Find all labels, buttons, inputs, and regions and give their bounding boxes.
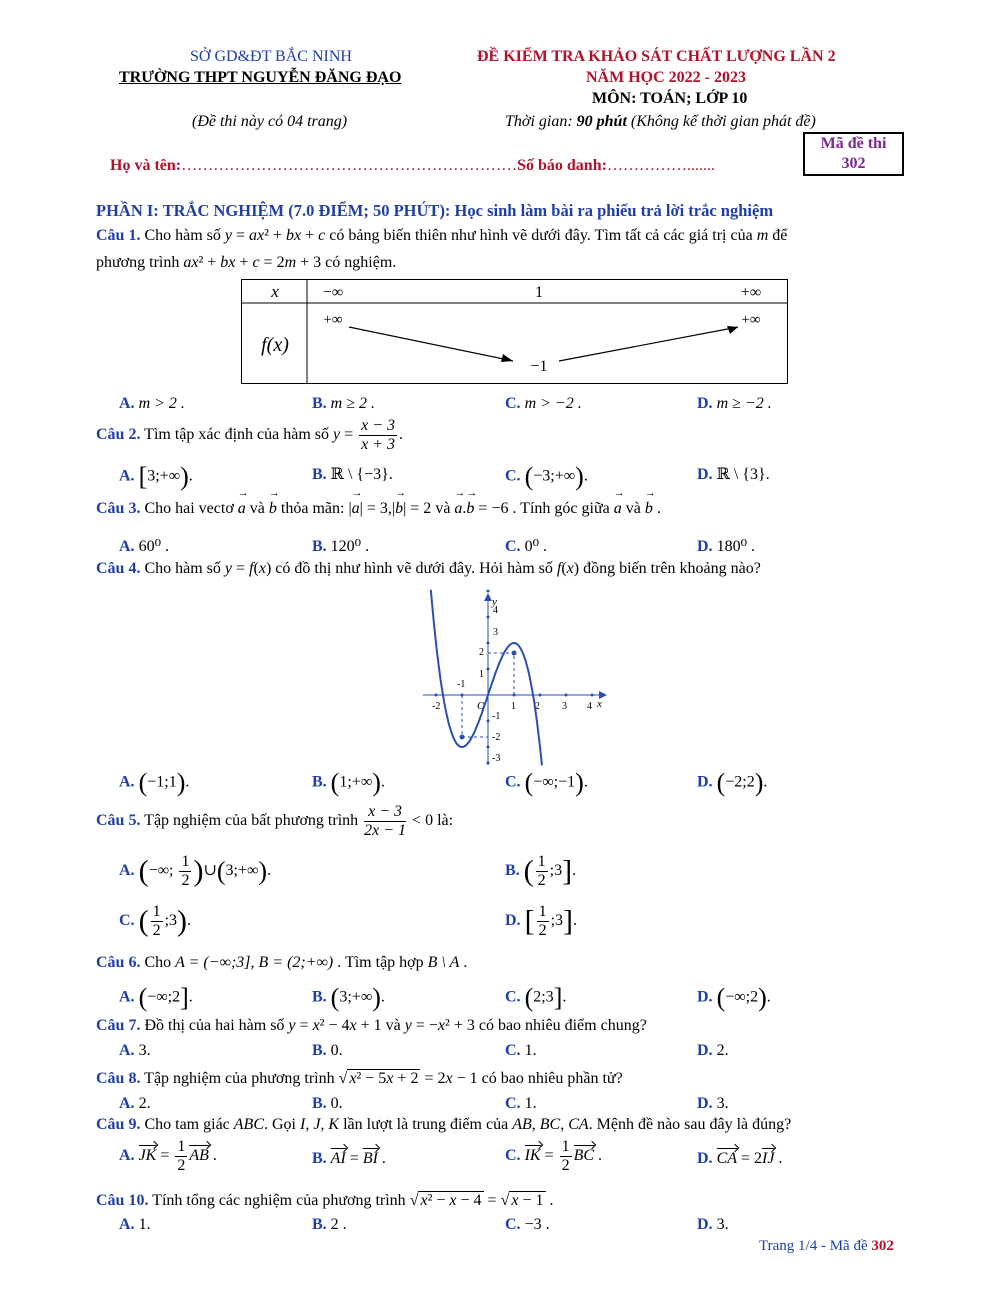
q4-option-c[interactable]: C. (−∞;−1). <box>505 768 588 797</box>
q6-option-c[interactable]: C. (2;3]. <box>505 983 567 1012</box>
q8-option-a[interactable]: A. 2. <box>119 1095 151 1112</box>
cubic-curve <box>431 590 542 766</box>
increasing-arrow <box>559 327 738 361</box>
origin-label: O <box>477 700 485 712</box>
q10-option-b[interactable]: B. 2 . <box>312 1216 347 1233</box>
student-info-line <box>110 157 715 175</box>
id-field[interactable]: ……………....... <box>606 157 715 174</box>
y-tick-neg3: -3 <box>492 753 501 764</box>
question-4-label: Câu 4. <box>96 560 141 577</box>
question-5-label: Câu 5. <box>96 812 141 830</box>
exam-title: ĐỀ KIỂM TRA KHẢO SÁT CHẤT LƯỢNG LẦN 2 <box>477 48 836 65</box>
question-1-line1: Câu 1. Cho hàm số y = ax² + bx + c có bảng biến thiên như hình vẽ dưới đây. Tìm tất cả các giá trị của m để <box>96 227 788 244</box>
table-neg-inf: −∞ <box>322 284 344 301</box>
q8-option-b[interactable]: B. 0. <box>312 1095 343 1112</box>
school-year: NĂM HỌC 2022 - 2023 <box>586 69 746 86</box>
q10-option-a[interactable]: A. 1. <box>119 1216 151 1233</box>
q5-option-b[interactable]: B. ( $\frac{1}{2}$ ;3]. <box>505 853 577 889</box>
question-8: Câu 8. Tập nghiệm của phương trình √ x² − 5x + 2 = 2x − 1 có bao nhiêu phần tử? <box>96 1070 623 1087</box>
decreasing-arrow <box>349 327 513 361</box>
name-label: Họ và tên: <box>110 157 182 174</box>
q7-option-c[interactable]: C. 1. <box>505 1042 537 1059</box>
q2-option-d[interactable]: D. ℝ \ {3}. <box>697 466 770 483</box>
school-name: TRƯỜNG THPT NGUYỄN ĐĂNG ĐẠO <box>119 69 402 86</box>
q6-option-b[interactable]: B. (3;+∞). <box>312 983 385 1012</box>
x-tick-neg2: -2 <box>432 701 441 712</box>
table-fx-label: f(x) <box>261 334 289 356</box>
question-5: Câu 5. Tập nghiệm của bất phương trình $\frac{x - 3}{2x - 1}$ < 0 là: <box>96 803 454 839</box>
question-10-label: Câu 10. <box>96 1192 149 1209</box>
exam-code-box <box>803 132 904 176</box>
x-tick-2: 2 <box>535 701 540 712</box>
q5-option-d[interactable]: D. [ $\frac{1}{2}$ ;3]. <box>505 903 578 939</box>
q2-option-a[interactable]: A. [3;+∞). <box>119 462 193 491</box>
x-axis-label: x <box>597 698 602 710</box>
y-tick-2: 2 <box>479 647 484 658</box>
q10-option-d[interactable]: D. 3. <box>697 1216 729 1233</box>
q5-option-a[interactable]: A. (−∞; $\frac{1}{2}$ )∪(3;+∞). <box>119 853 272 889</box>
id-label: Số báo danh: <box>517 157 607 174</box>
school-department: SỞ GD&ĐT BẮC NINH <box>190 48 352 65</box>
q1-option-c[interactable]: C. m > −2 . <box>505 395 582 412</box>
q3-option-a[interactable]: A. 60⁰ . <box>119 538 169 555</box>
question-9: Câu 9. Cho tam giác ABC. Gọi I, J, K lần lượt là trung điểm của AB, BC, CA. Mệnh đề nào sau đây là đúng? <box>96 1116 792 1133</box>
section-title: PHẦN I: TRẮC NGHIỆM (7.0 ĐIỂM; 50 PHÚT): Học sinh làm bài ra phiếu trả lời trắc nghiệm <box>96 201 774 220</box>
function-graph <box>415 585 615 770</box>
variation-table <box>241 279 788 384</box>
subject: MÔN: TOÁN; LỚP 10 <box>592 90 748 107</box>
question-7-label: Câu 7. <box>96 1017 141 1034</box>
question-10: Câu 10. Tính tổng các nghiệm của phương trình √ x² − x − 4 = √ x − 1 . <box>96 1192 554 1209</box>
q4-option-b[interactable]: B. (1;+∞). <box>312 768 385 797</box>
question-7: Câu 7. Đồ thị của hai hàm số y = x² − 4x + 1 và y = −x² + 3 có bao nhiêu điểm chung? <box>96 1017 647 1034</box>
q5-option-c[interactable]: C. ( $\frac{1}{2}$ ;3). <box>119 903 192 939</box>
question-9-label: Câu 9. <box>96 1116 141 1133</box>
y-tick-neg2: -2 <box>492 732 501 743</box>
q10-option-c[interactable]: C. −3 . <box>505 1216 550 1233</box>
table-pos-inf: +∞ <box>740 284 762 301</box>
q3-option-c[interactable]: C. 0⁰ . <box>505 538 547 555</box>
q7-option-d[interactable]: D. 2. <box>697 1042 729 1059</box>
y-axis-label: y <box>492 596 497 608</box>
x-tick-4: 4 <box>587 701 592 712</box>
q4-option-d[interactable]: D. (−2;2). <box>697 768 768 797</box>
q6-option-d[interactable]: D. (−∞;2). <box>697 983 771 1012</box>
q9-option-a[interactable]: A. JK = $\frac{1}{2}$ AB . <box>119 1138 217 1174</box>
q9-option-c[interactable]: C. IK = $\frac{1}{2}$ BC . <box>505 1138 603 1174</box>
question-1-label: Câu 1. <box>96 227 141 244</box>
table-x-label: x <box>271 282 279 301</box>
q1-option-b[interactable]: B. m ≥ 2 . <box>312 395 376 412</box>
q1-option-d[interactable]: D. m ≥ −2 . <box>697 395 772 412</box>
exam-code-label: Mã đề thi <box>820 135 887 152</box>
exam-code-value: 302 <box>841 155 866 172</box>
q1-option-a[interactable]: A. m > 2 . <box>119 395 185 412</box>
y-tick-3: 3 <box>493 627 498 638</box>
q6-option-a[interactable]: A. (−∞;2]. <box>119 983 193 1012</box>
q9-option-d[interactable]: D. CA = 2IJ . <box>697 1150 783 1167</box>
page-footer: Trang 1/4 - Mã đề 302 <box>759 1238 894 1254</box>
q8-option-d[interactable]: D. 3. <box>697 1095 729 1112</box>
question-3: Câu 3. Cho hai vectơ → a và → b thỏa mãn: |→ a| = 3,|→ b| = 2 và → a.→ b = −6 . Tính góc giữa → a và → b . <box>96 500 661 518</box>
x-tick-1: 1 <box>511 701 516 712</box>
q3-option-d[interactable]: D. 180⁰ . <box>697 538 755 555</box>
table-fx-right: +∞ <box>741 312 761 328</box>
table-fx-left: +∞ <box>323 312 343 328</box>
question-6: Câu 6. Cho A = (−∞;3], B = (2;+∞) . Tìm tập hợp B \ A . <box>96 954 468 971</box>
question-1-line2: phương trình ax² + bx + c = 2m + 3 có nghiệm. <box>96 254 397 271</box>
q3-option-b[interactable]: B. 120⁰ . <box>312 538 370 555</box>
table-fx-min: −1 <box>530 358 548 375</box>
name-field[interactable]: ……………………………………………………… <box>181 157 518 174</box>
page-count-note: (Đề thi này có 04 trang) <box>192 113 348 130</box>
q2-option-c[interactable]: C. (−3;+∞). <box>505 462 588 491</box>
x-tick-3: 3 <box>562 701 567 712</box>
question-3-label: Câu 3. <box>96 500 141 517</box>
y-tick-neg1: -1 <box>492 711 501 722</box>
x-tick-neg1: -1 <box>457 679 466 690</box>
q8-option-c[interactable]: C. 1. <box>505 1095 537 1112</box>
y-tick-1: 1 <box>479 669 484 680</box>
q7-option-b[interactable]: B. 0. <box>312 1042 343 1059</box>
question-8-label: Câu 8. <box>96 1070 141 1087</box>
question-2-label: Câu 2. <box>96 426 141 444</box>
question-6-label: Câu 6. <box>96 954 141 971</box>
question-2: Câu 2. Tìm tập xác định của hàm số y = $\frac{x - 3}{x + 3}$ . <box>96 417 404 453</box>
q2-option-b[interactable]: B. ℝ \ {−3}. <box>312 466 393 483</box>
q4-option-a[interactable]: A. (−1;1). <box>119 768 190 797</box>
q9-option-b[interactable]: B. AI = BI . <box>312 1150 386 1167</box>
table-critical-x: 1 <box>535 284 543 301</box>
q7-option-a[interactable]: A. 3. <box>119 1042 151 1059</box>
exam-time: Thời gian: 90 phút (Không kể thời gian phát đề) <box>505 113 816 130</box>
question-4: Câu 4. Cho hàm số y = f(x) có đồ thị như hình vẽ dưới đây. Hỏi hàm số f(x) đồng biến trên khoảng nào? <box>96 560 761 577</box>
y-tick-4: 4 <box>493 605 498 616</box>
